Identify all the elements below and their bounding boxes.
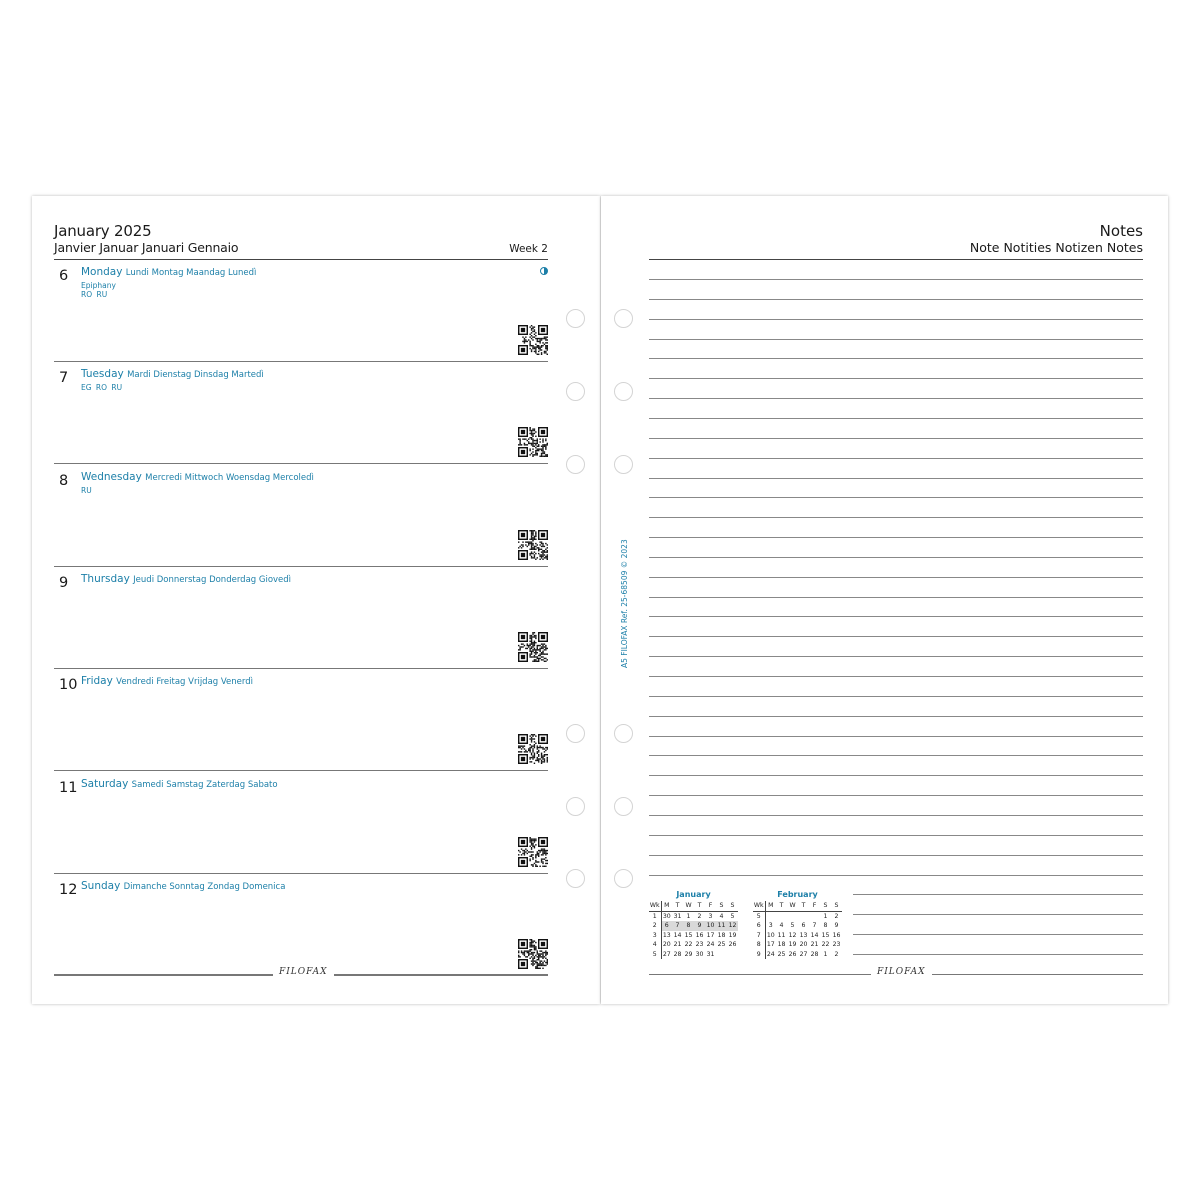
mini-calendar-day[interactable]: 16 <box>695 931 704 939</box>
mini-calendar-day[interactable]: 28 <box>673 950 682 958</box>
day-name-translations: Samedi Samstag Zaterdag Sabato <box>131 779 278 790</box>
mini-calendar-day[interactable]: 21 <box>673 941 682 948</box>
mini-calendar-week-number: 5 <box>649 950 661 960</box>
day-name-translations: Lundi Montag Maandag Lunedì <box>125 268 257 278</box>
mini-calendar-day[interactable]: 24 <box>766 950 775 958</box>
mini-calendar-day[interactable]: 2 <box>834 912 839 920</box>
mini-calendar-header: Wk <box>753 902 764 909</box>
day-row[interactable] <box>54 772 548 874</box>
mini-calendar-day[interactable]: 1 <box>823 950 828 958</box>
mini-calendar-day[interactable]: 12 <box>728 922 737 929</box>
day-row[interactable] <box>54 874 548 976</box>
day-number: 8 <box>59 472 69 489</box>
note-line <box>649 597 1143 598</box>
mini-calendar-day[interactable]: 12 <box>788 931 797 939</box>
day-name-translations: Dimanche Sonntag Zondag Domenica <box>123 881 286 892</box>
note-line <box>649 616 1143 617</box>
mini-calendar-grid <box>649 901 738 959</box>
notes-header-divider <box>649 259 1143 260</box>
mini-calendar-january <box>649 890 738 959</box>
mini-calendar-february <box>753 890 842 959</box>
mini-calendar-day[interactable] <box>776 911 787 921</box>
binder-hole <box>614 309 633 328</box>
day-name-label: Tuesday <box>81 368 124 381</box>
day-number: 7 <box>59 370 69 387</box>
note-line <box>853 934 1143 935</box>
day-row[interactable] <box>54 465 548 567</box>
mini-calendar-header: F <box>705 901 716 911</box>
page-title: January 2025 <box>54 222 152 240</box>
note-line <box>649 716 1143 717</box>
day-number: 11 <box>59 779 78 796</box>
mini-calendar-day[interactable]: 11 <box>777 931 786 939</box>
note-line <box>649 755 1143 756</box>
mini-calendar-day[interactable]: 8 <box>683 921 694 931</box>
mini-calendar-day[interactable]: 13 <box>799 931 808 939</box>
mini-calendar-day[interactable]: 31 <box>706 950 715 958</box>
mini-calendar-day[interactable]: 15 <box>684 931 693 939</box>
holiday-label: Epiphany <box>81 281 116 290</box>
mini-calendar-day[interactable]: 21 <box>810 941 819 948</box>
mini-calendar-header: S <box>716 901 727 911</box>
mini-calendar-day[interactable]: 13 <box>662 931 671 939</box>
mini-calendar-header: W <box>683 901 694 911</box>
mini-calendar-header: S <box>727 901 738 911</box>
qr-code-icon[interactable] <box>518 939 548 969</box>
mini-calendar-day[interactable]: 1 <box>823 912 828 920</box>
day-number: 6 <box>59 268 69 284</box>
qr-code-icon[interactable] <box>518 530 548 560</box>
mini-calendar-header: F <box>809 901 820 911</box>
note-line <box>649 815 1143 816</box>
note-line <box>649 279 1143 280</box>
day-name-label: Friday <box>81 675 113 688</box>
mini-calendar-day[interactable]: 19 <box>728 931 737 939</box>
note-line <box>649 557 1143 558</box>
mini-calendar-day[interactable]: 30 <box>695 950 704 958</box>
mini-calendar-day[interactable]: 20 <box>662 941 671 948</box>
mini-calendar-header: S <box>831 901 842 911</box>
mini-calendar-day[interactable]: 26 <box>788 950 797 958</box>
binder-hole <box>566 382 585 401</box>
mini-calendar-day[interactable]: 25 <box>777 950 786 958</box>
binder-hole <box>566 309 585 328</box>
mini-calendar-day[interactable]: 29 <box>684 950 693 958</box>
mini-calendar-day[interactable]: 24 <box>706 941 715 948</box>
qr-code-icon[interactable] <box>518 325 548 355</box>
mini-calendar-day[interactable]: 23 <box>695 941 704 948</box>
binder-hole <box>566 797 585 816</box>
mini-calendar-header: Wk <box>649 902 660 909</box>
moon-phase-icon <box>540 267 548 275</box>
binder-hole <box>614 455 633 474</box>
mini-calendar-day[interactable]: 6 <box>661 921 672 931</box>
mini-calendar-day[interactable]: 17 <box>766 941 775 948</box>
note-line <box>649 497 1143 498</box>
day-row[interactable] <box>54 567 548 669</box>
mini-calendar-day[interactable]: 23 <box>832 941 841 948</box>
mini-calendar-day[interactable]: 20 <box>799 941 808 948</box>
note-line <box>853 954 1143 955</box>
mini-calendar-day[interactable]: 31 <box>673 912 682 920</box>
mini-calendar-day[interactable] <box>809 911 820 921</box>
mini-calendar-day[interactable]: 6 <box>801 922 806 929</box>
left-page <box>32 196 600 1004</box>
mini-calendar-month: February <box>777 890 818 899</box>
day-row[interactable] <box>54 362 548 464</box>
mini-calendar-day[interactable]: 28 <box>810 950 819 958</box>
mini-calendar-day[interactable]: 14 <box>810 931 819 939</box>
mini-calendar-grid <box>753 901 842 959</box>
note-line <box>853 894 1143 895</box>
mini-calendar-day[interactable]: 7 <box>812 922 817 929</box>
mini-calendar-day[interactable] <box>787 911 798 921</box>
day-name-label: Thursday <box>81 572 130 585</box>
binder-hole <box>566 455 585 474</box>
note-line <box>649 775 1143 776</box>
binder-hole <box>566 724 585 743</box>
mini-calendar-day[interactable]: 30 <box>662 912 671 920</box>
mini-calendar-day[interactable] <box>727 950 738 960</box>
reference-text: A5 FILOFAX Ref. 25-68509 © 2023 <box>620 539 629 668</box>
mini-calendar-day[interactable]: 5 <box>730 912 735 920</box>
binder-hole <box>614 724 633 743</box>
mini-calendar-week-number: 7 <box>753 931 765 941</box>
mini-calendar-day[interactable]: 5 <box>790 922 795 929</box>
day-name <box>81 675 253 687</box>
mini-calendar-header: M <box>661 901 672 911</box>
right-page <box>601 196 1168 1004</box>
binder-hole <box>566 869 585 888</box>
holiday-countries: EG RO RU <box>81 383 123 393</box>
mini-calendar-day[interactable] <box>765 911 776 921</box>
mini-calendar-day[interactable]: 25 <box>717 941 726 948</box>
mini-calendar-day[interactable]: 3 <box>708 912 713 920</box>
mini-calendar-day[interactable]: 9 <box>834 922 839 929</box>
mini-calendar-day[interactable]: 7 <box>672 921 683 931</box>
mini-calendar-header: T <box>672 901 683 911</box>
mini-calendar-day[interactable]: 2 <box>697 912 702 920</box>
note-line <box>649 636 1143 637</box>
note-line <box>649 299 1143 300</box>
day-number: 9 <box>59 574 69 591</box>
mini-calendar-day[interactable]: 3 <box>768 922 773 929</box>
mini-calendar-day[interactable] <box>798 911 809 921</box>
mini-calendar-day[interactable]: 1 <box>686 912 691 920</box>
day-name <box>81 368 264 380</box>
note-line <box>649 478 1143 479</box>
day-name <box>81 778 278 790</box>
mini-calendar-day[interactable]: 4 <box>779 922 784 929</box>
note-line <box>649 835 1143 836</box>
note-line <box>649 517 1143 518</box>
qr-code-icon[interactable] <box>518 837 548 867</box>
mini-calendar-week-number: 3 <box>649 931 661 941</box>
day-row[interactable] <box>54 669 548 771</box>
note-line <box>649 577 1143 578</box>
qr-code-icon[interactable] <box>518 632 548 662</box>
mini-calendar-day[interactable]: 26 <box>728 941 737 948</box>
notes-title: Notes <box>1099 222 1143 240</box>
mini-calendar-week-number: 5 <box>753 911 765 921</box>
mini-calendar-day[interactable]: 10 <box>706 922 715 929</box>
note-line <box>649 676 1143 677</box>
mini-calendar-day[interactable]: 4 <box>719 912 724 920</box>
mini-calendar-header: T <box>776 901 787 911</box>
day-name <box>81 573 291 585</box>
note-line <box>649 875 1143 876</box>
day-name <box>81 471 314 483</box>
mini-calendar-week-number: 6 <box>753 921 765 931</box>
note-line <box>649 855 1143 856</box>
note-line <box>649 319 1143 320</box>
mini-calendar-day[interactable]: 27 <box>799 950 808 958</box>
mini-calendar-day[interactable]: 10 <box>766 931 775 939</box>
week-label: Week 2 <box>509 243 548 255</box>
note-line <box>853 914 1143 915</box>
note-line <box>649 378 1143 379</box>
mini-calendar-header: S <box>820 901 831 911</box>
qr-code-icon[interactable] <box>518 427 548 457</box>
mini-calendar-day[interactable]: 14 <box>673 931 682 939</box>
mini-calendar-week-number: 8 <box>753 940 765 950</box>
mini-calendar-header: W <box>787 901 798 911</box>
note-line <box>649 656 1143 657</box>
note-line <box>649 537 1143 538</box>
note-line <box>649 339 1143 340</box>
day-name <box>81 266 256 278</box>
mini-calendar-day[interactable]: 18 <box>777 941 786 948</box>
note-line <box>649 438 1143 439</box>
binder-hole <box>614 797 633 816</box>
day-name-translations: Mardi Dienstag Dinsdag Martedì <box>127 370 264 381</box>
note-line <box>649 358 1143 359</box>
day-name-label: Monday <box>81 266 123 278</box>
filofax-logo: FILOFAX <box>273 967 334 977</box>
day-number: 12 <box>59 881 78 898</box>
mini-calendar-week-number: 9 <box>753 950 765 960</box>
mini-calendar-day[interactable]: 18 <box>717 931 726 939</box>
holiday-countries: RU <box>81 485 92 495</box>
mini-calendar-day[interactable]: 22 <box>684 941 693 948</box>
mini-calendar-day[interactable]: 2 <box>834 950 839 958</box>
day-name-translations: Jeudi Donnerstag Donderdag Giovedì <box>133 574 292 585</box>
mini-calendar-header: T <box>694 901 705 911</box>
note-line <box>649 458 1143 459</box>
day-name-label: Sunday <box>81 879 121 892</box>
mini-calendar-day[interactable]: 11 <box>717 922 726 929</box>
note-line <box>649 795 1143 796</box>
day-name-label: Saturday <box>81 777 129 790</box>
mini-calendar-day[interactable]: 27 <box>662 950 671 958</box>
mini-calendar-day[interactable]: 19 <box>788 941 797 948</box>
day-number: 10 <box>59 677 78 694</box>
qr-code-icon[interactable] <box>518 734 548 764</box>
mini-calendar-day[interactable]: 15 <box>821 931 830 939</box>
mini-calendar-day[interactable]: 22 <box>821 941 830 948</box>
page-subtitle: Janvier Januar Januari Gennaio <box>54 240 239 255</box>
day-name <box>81 880 285 892</box>
mini-calendar-day[interactable] <box>716 950 727 960</box>
mini-calendar-day[interactable]: 16 <box>832 931 841 939</box>
mini-calendar-month: January <box>676 890 711 899</box>
mini-calendar-day[interactable]: 17 <box>706 931 715 939</box>
day-name-label: Wednesday <box>81 470 142 483</box>
filofax-logo: FILOFAX <box>871 967 932 977</box>
binder-hole <box>614 382 633 401</box>
mini-calendar-week-number: 4 <box>649 940 661 950</box>
holiday-countries: RO RU <box>81 290 108 299</box>
day-row[interactable] <box>54 260 548 362</box>
note-line <box>649 736 1143 737</box>
note-line <box>649 696 1143 697</box>
notes-subtitle: Note Notities Notizen Notes <box>969 240 1143 255</box>
mini-calendar-day[interactable]: 8 <box>823 922 828 929</box>
mini-calendar-week-number: 1 <box>649 911 661 921</box>
mini-calendar-header: M <box>765 901 776 911</box>
mini-calendar-header: T <box>798 901 809 911</box>
day-name-translations: Vendredi Freitag Vrijdag Venerdì <box>116 677 253 688</box>
note-line <box>649 418 1143 419</box>
mini-calendar-week-number: 2 <box>649 921 661 931</box>
note-line <box>649 398 1143 399</box>
mini-calendar-day[interactable]: 9 <box>694 921 705 931</box>
day-name-translations: Mercredi Mittwoch Woensdag Mercoledì <box>145 472 314 483</box>
binder-hole <box>614 869 633 888</box>
